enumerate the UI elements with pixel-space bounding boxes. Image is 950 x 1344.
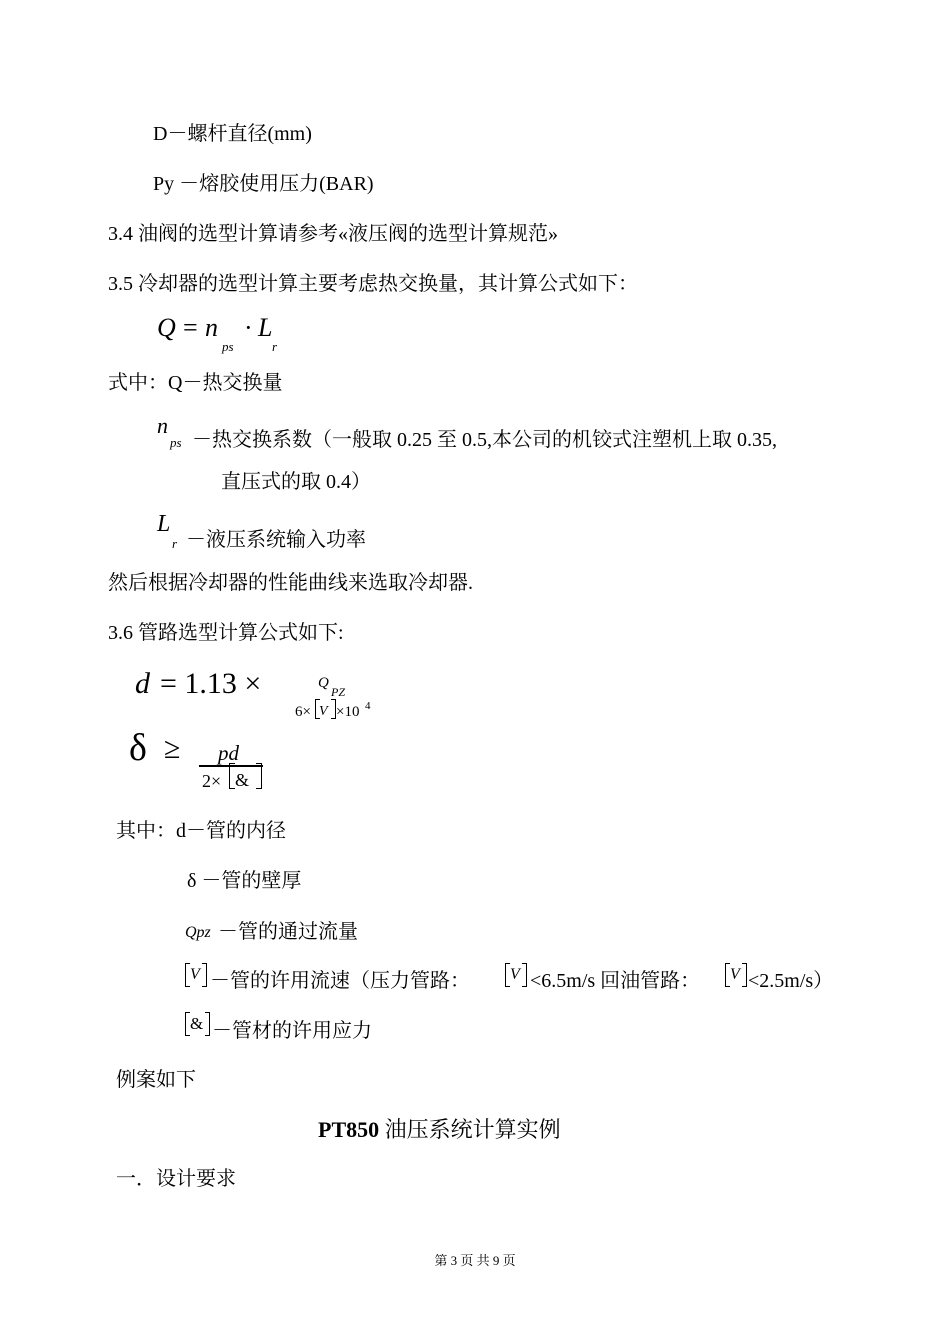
amp-symbol: & (190, 1014, 204, 1033)
formula2-den-a: 6× (295, 704, 311, 720)
qpz-symbol: Qpz (185, 924, 211, 941)
delta-definition: δ －管的壁厚 (187, 870, 302, 892)
formula-n: n (205, 313, 218, 342)
nps-definition-cont: 直压式的取 0.4） (221, 471, 371, 493)
formula-q: Q (157, 313, 176, 342)
v-symbol: V (190, 966, 200, 983)
nps-symbol-sub: ps (170, 435, 182, 450)
v-definition: －管的许用流速（压力管路： (210, 970, 470, 992)
nps-symbol-n: n (157, 413, 168, 438)
formula2-q: Q (318, 675, 329, 691)
example-title (318, 1117, 561, 1143)
formula3-num: pd (218, 741, 239, 765)
section-1-heading: 一．设计要求 (116, 1168, 236, 1190)
formula2-d: d (135, 667, 150, 700)
example-title-model: PT850 (318, 1117, 380, 1142)
formula2-v: V (319, 704, 328, 719)
formula2-den-b: ×10 (336, 704, 360, 720)
qpz-definition: －管的通过流量 (218, 921, 358, 943)
formula-ps-sub: ps (222, 339, 234, 354)
page-footer: 第 3 页 共 9 页 (434, 1253, 516, 1268)
formula-l: L (258, 313, 273, 342)
v-bracket-right-2 (522, 963, 527, 987)
lr-symbol-l: L (157, 511, 171, 537)
v-return-limit: <2.5m/s） (748, 970, 834, 992)
section-3-4: 3.4 油阀的选型计算请参考«液压阀的选型计算规范» (108, 223, 558, 245)
lr-definition: －液压系统输入功率 (186, 529, 366, 551)
amp-definition: －管材的许用应力 (212, 1020, 372, 1042)
formula2-pz: PZ (331, 685, 346, 699)
example-intro: 例案如下 (116, 1069, 196, 1091)
formula-dot: · (244, 313, 253, 342)
formula3-ge: ≥ (164, 732, 181, 765)
v-pressure-limit: <6.5m/s 回油管路： (530, 970, 701, 992)
formula2-exp: 4 (365, 700, 371, 712)
qizhong-line: 其中：d－管的内径 (116, 820, 286, 842)
lr-symbol-sub: r (172, 536, 178, 551)
section-3-5: 3.5 冷却器的选型计算主要考虑热交换量，其计算公式如下： (108, 273, 638, 295)
py-definition: Py －熔胶使用压力(BAR) (153, 173, 374, 195)
formula3-amp: & (235, 770, 250, 790)
v-bracket-right-3 (742, 963, 747, 987)
amp-bracket-right (205, 1012, 210, 1036)
v-symbol-2: V (510, 966, 520, 983)
nps-definition: －热交换系数（一般取 0.25 至 0.5,本公司的机铰式注塑机上取 0.35, (192, 429, 777, 451)
example-title-text: 油压系统计算实例 (379, 1117, 561, 1142)
formula3-den-a: 2× (202, 771, 222, 791)
formula3-delta: δ (129, 727, 147, 769)
formula3-bracket-right (256, 763, 262, 789)
formula2-eq: = 1.13 × (160, 667, 262, 700)
formula-eq: = (183, 313, 198, 342)
formula-r-sub: r (272, 339, 278, 354)
ranhou-line: 然后根据冷却器的性能曲线来选取冷却器. (108, 572, 473, 594)
d-definition: D－螺杆直径(mm) (153, 123, 312, 145)
shizhong-line: 式中：Q－热交换量 (108, 372, 283, 394)
v-bracket-right (202, 963, 207, 987)
v-symbol-3: V (730, 966, 740, 983)
section-3-6: 3.6 管路选型计算公式如下: (108, 622, 344, 644)
